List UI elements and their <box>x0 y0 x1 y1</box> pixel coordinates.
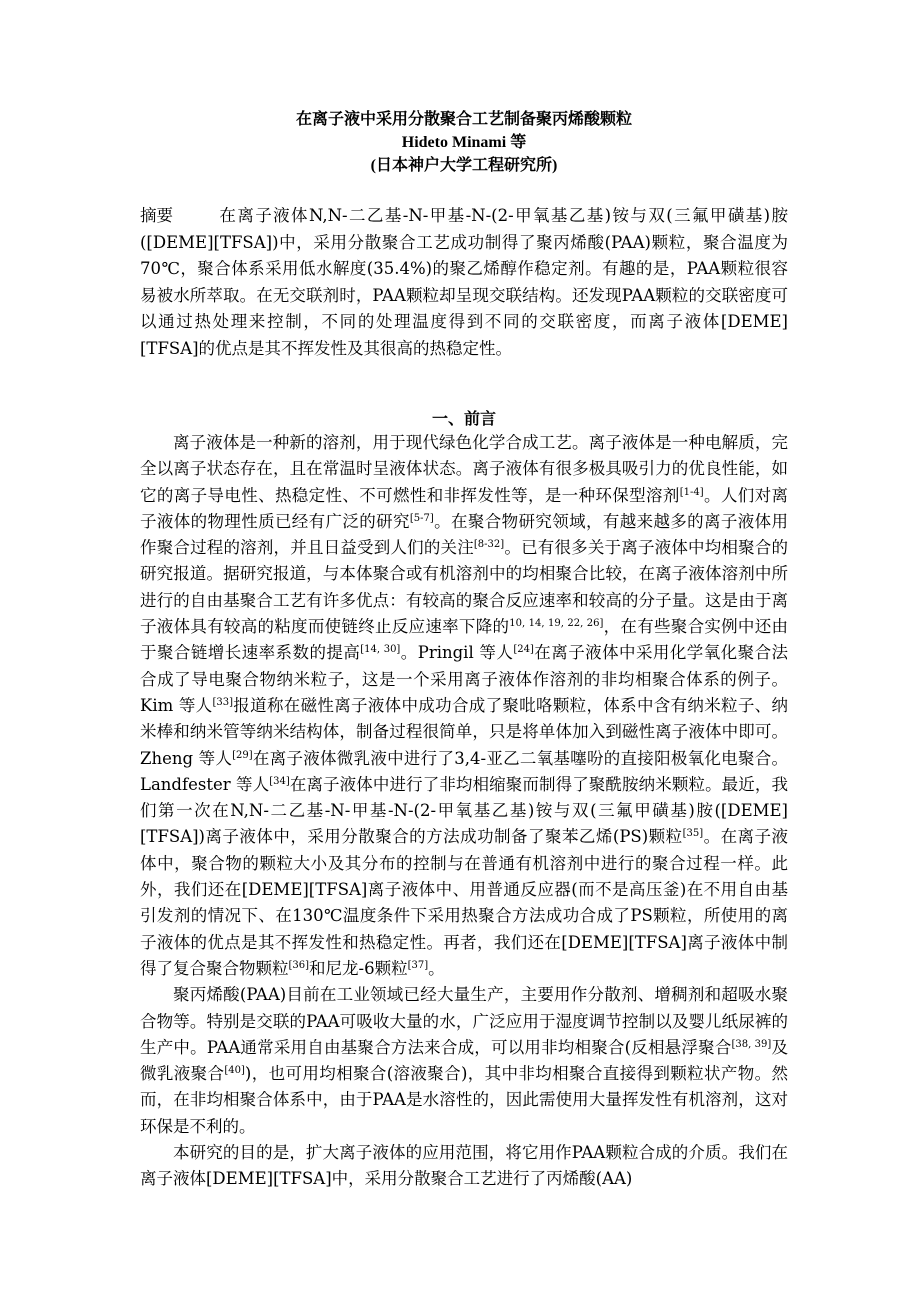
paper-author: Hideto Minami 等 <box>401 134 527 151</box>
text-run: ，在有些聚合实例中还由于聚合链增长速率系数的提高 <box>140 617 788 663</box>
text-run: 。人们对离子液体的物理性质已经有广泛的研究 <box>140 485 789 531</box>
text-run: 在离子液体中采用化学氧化聚合法合成了导电聚合物纳米粒子，这是一个采用离子液体作溶剂的非均相聚合体系的例子。Kim 等人 <box>140 643 789 715</box>
citation: [35] <box>682 828 704 840</box>
text-run: 。在离子液体中，聚合物的颗粒大小及其分布的控制与在普通有机溶剂中进行的聚合过程一样。此外，我们还在[DEME][TFSA]离子液体中、用普通反应器(而不是高压釜)在不用自由基引发剂的情况下、在130℃温度条件下采用热聚合方法成功合成了PS颗粒，所使用的离子液体的优点是其不挥发性和热稳定性。再者，我们还在[DEME][TFSA]离子液体中制得了复合聚合物颗粒 <box>140 827 789 978</box>
paper-title: 在离子液中采用分散聚合工艺制备聚丙烯酸颗粒 <box>295 111 632 128</box>
title-block <box>140 108 788 177</box>
citation: 10, 14, 19, 22, 26] <box>509 618 604 630</box>
paragraph-1 <box>140 430 788 982</box>
citation: [5-7] <box>409 512 434 524</box>
section-title: 一、前言 <box>431 409 496 428</box>
paragraph-3 <box>140 1140 788 1193</box>
abstract <box>140 203 788 362</box>
citation: [8-32] <box>473 539 505 551</box>
text-run: 本研究的目的是，扩大离子液体的应用范围，将它用作PAA颗粒合成的介质。我们在离子液体[DEME][TFSA]中，采用分散聚合工艺进行了丙烯酸(AA) <box>140 1143 788 1189</box>
text-run: 和尼龙-6颗粒 <box>309 958 408 978</box>
document-page <box>140 108 788 1193</box>
paper-affiliation: (日本神户大学工程研究所) <box>370 157 558 174</box>
text-run: 。在聚合物研究领域，有越来越多的离子液体用作聚合过程的溶剂，并且日益受到人们的关注 <box>140 511 789 558</box>
text-run: 及微乳液聚合 <box>140 1037 789 1084</box>
text-run: 。 <box>428 958 445 978</box>
abstract-text: 在离子液体N,N-二乙基-N-甲基-N-(2-甲氧基乙基)铵与双(三氟甲磺基)胺([DEME][TFSA])中，采用分散聚合工艺成功制得了聚丙烯酸(PAA)颗粒，聚合温度为70℃，聚合体系采用低水解度(35.4%)的聚乙烯醇作稳定剂。有趣的是，PAA颗粒很容易被水所萃取。在无交联剂时，PAA颗粒却呈现交联结构。还发现PAA颗粒的交联密度可以通过热处理来控制，不同的处理温度得到不同的交联密度，而离子液体[DEME][TFSA]的优点是其不挥发性及其很高的热稳定性。 <box>140 206 788 358</box>
citation: [1-4] <box>679 486 704 498</box>
paragraph-2 <box>140 982 788 1140</box>
text-run: 在离子液体中进行了非均相缩聚而制得了聚酰胺纳米颗粒。最近，我们第一次在N,N-二乙基-N-甲基-N-(2-甲氧基乙基)铵与双(三氟甲磺基)胺([DEME][TFSA])离子液体中，采用分散聚合的方法成功制备了聚苯乙烯(PS)颗粒 <box>140 774 788 847</box>
citation: [14, 30] <box>360 644 401 656</box>
text-run: 聚丙烯酸(PAA)目前在工业领域已经大量生产，主要用作分散剂、增稠剂和超吸水聚合物等。特别是交联的PAA可吸收大量的水，广泛应用于湿度调节控制以及婴儿纸尿裤的生产中。PAA通常采用自由基聚合方法来合成，可以用非均相聚合(反相悬浮聚合 <box>140 985 788 1057</box>
text-run: 报道称在磁性离子液体中成功合成了聚吡咯颗粒，体系中含有纳米粒子、纳米棒和纳米管等纳米结构体，制备过程很简单，只是将单体加入到磁性离子液体中即可。Zheng 等人 <box>140 695 788 768</box>
citation: [37] <box>407 959 429 971</box>
text-run: 。Pringil 等人 <box>400 643 514 663</box>
citation: [34] <box>269 775 290 787</box>
citation: [29] <box>232 749 253 761</box>
text-run: 。已有很多关于离子液体中均相聚合的研究报道。据研究报道，与本体聚合或有机溶剂中的均相聚合比较，在离子液体溶剂中所进行的自由基聚合工艺有许多优点：有较高的聚合反应速率和较高的分子量。这是由于离子液体具有较高的粘度而使链终止反应速率下降的 <box>140 538 789 637</box>
citation: [24] <box>513 644 534 656</box>
citation: [36] <box>288 959 310 971</box>
citation: [40] <box>224 1065 245 1077</box>
text-run: 离子液体是一种新的溶剂，用于现代绿色化学合成工艺。离子液体是一种电解质，完全以离子状态存在，且在常温时呈液体状态。离子液体有很多极具吸引力的优良性能，如它的离子导电性、热稳定性、不可燃性和非挥发性等，是一种环保型溶剂 <box>140 433 788 505</box>
abstract-label: 摘要 <box>140 206 173 225</box>
text-run: )，也可用均相聚合(溶液聚合)，其中非均相聚合直接得到颗粒状产物。然而，在非均相聚合体系中，由于PAA是水溶性的，因此需使用大量挥发性有机溶剂，这对环保是不利的。 <box>140 1064 789 1136</box>
citation: [38, 39] <box>731 1038 772 1050</box>
citation: [33] <box>212 696 233 708</box>
text-run: 在离子液体微乳液中进行了3,4-亚乙二氧基噻吩的直接阳极氧化电聚合。Landfester 等人 <box>140 748 788 794</box>
